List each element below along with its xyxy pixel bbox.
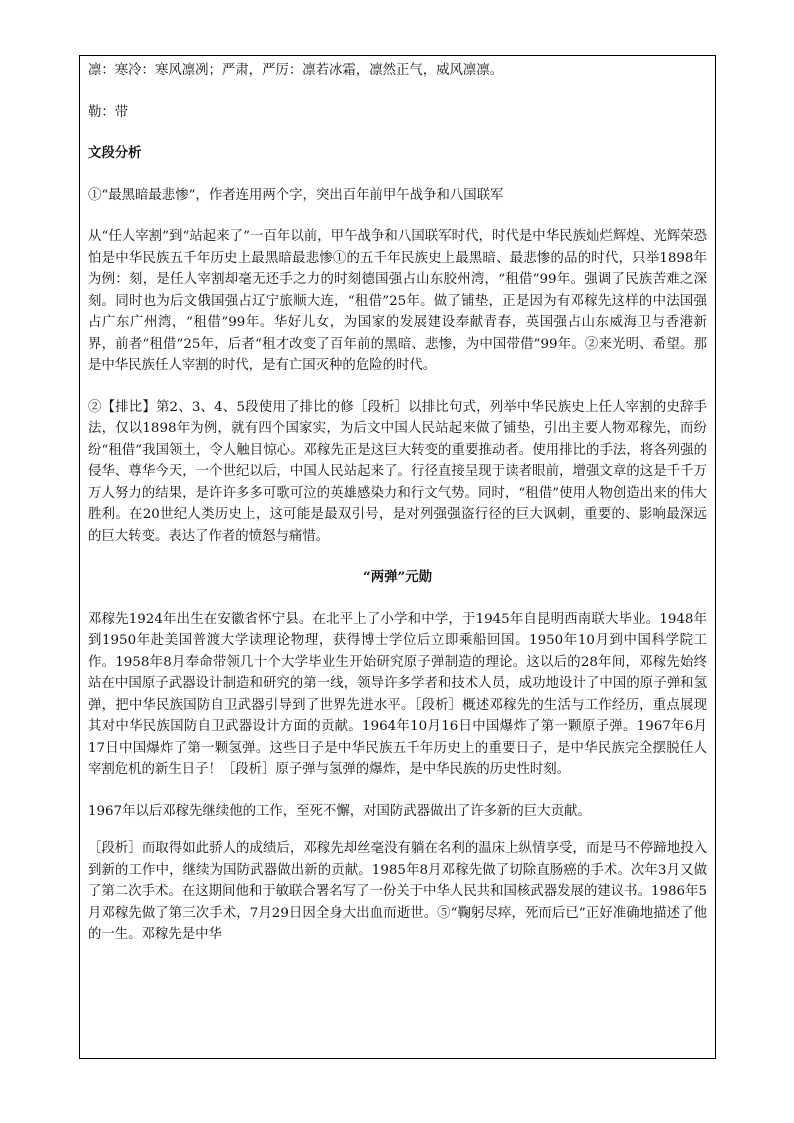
analysis-paragraph-1: ①“最黑暗最悲惨”，作者连用两个字，突出百年前甲午战争和八国联军 <box>88 187 504 203</box>
document-table-cell <box>79 55 716 1059</box>
vocab-note-lin: 凛：寒冷：寒风凛冽；严肃，严厉：凛若冰霜，凛然正气，威风凛凛。 <box>88 63 504 78</box>
analysis-paragraph-3: ②【排比】第2、3、4、5段使用了排比的修［段析］以排比句式，列举中华民族史上任人宰割的史辞手法，仅以1898年为例，就有四个国家实，为后文中国人民站起来做了铺垫，引出主要人物邓稼先，而纷纷“租借”我国领土，令人触目惊心。邓稼先正是这巨大转变的重要推动者。使用排比的手法，将各列强的侵华、尊华今天，一个世纪以后，中国人民站起来了。行径直接呈现于读者眼前，增强文章的这是千千万万人努力的结果，是许许多多可歌可泣的英雄感染力和行文气势。同时，“租借”使用人物创造出来的伟大胜利。在20世纪人类历史上，这可能是最双引号，是对列强强盗行径的巨大讽刺，重要的、影响最深远的巨大转变。表达了作者的愤怒与痛惜。 <box>88 399 707 544</box>
body-paragraph-1: 邓稼先1924年出生在安徽省怀宁县。在北平上了小学和中学，于1945年自昆明西南联大毕业。1948年到1950年赴美国普渡大学读理论物理，获得博士学位后立即乘船回国。1950年10月到中国科学院工作。1958年8月奉命带领几十个大学毕业生开始研究原子弹制造的理论。这以后的28年间，邓稼先始终站在中国原子武器设计制造和研究的第一线，领导许多学者和技术人员，成功地设计了中国的原子弹和氢弹，把中华民族国防自卫武器引导到了世界先进水平。［段析］概述邓稼先的生活与工作经历，重点展现其对中华民族国防自卫武器设计方面的贡献。1964年10月16日中国爆炸了第一颗原子弹。1967年6月17日中国爆炸了第一颗氢弹。这些日子是中华民族五千年历史上的重要日子，是中华民族完全摆脱任人宰割危机的新生日子！［段析］原子弹与氢弹的爆炸，是中华民族的历史性时刻。 <box>88 611 707 777</box>
document-body <box>80 56 715 946</box>
vocab-note-le: 勒：带 <box>88 104 129 120</box>
body-paragraph-3: ［段析］而取得如此骄人的成绩后，邓稼先却丝毫没有躺在名利的温床上纵情享受，而是马不停蹄地投入到新的工作中，继续为国防武器做出新的贡献。1985年8月邓稼先做了切除直肠癌的手术。次年3月又做了第二次手术。在这期间他和于敏联合署名写了一份关于中华人民共和国核武器发展的建议书。1986年5月邓稼先做了第三次手术，7月29日因全身大出血而逝世。⑤“鞠躬尽瘁，死而后已”正好准确地描述了他的一生。邓稼先是中华 <box>88 841 707 942</box>
section-subtitle: “两弹”元勋 <box>363 569 432 585</box>
section-heading: 文段分析 <box>88 145 142 161</box>
body-paragraph-2: 1967年以后邓稼先继续他的工作，至死不懈，对国防武器做出了许多新的巨大贡献。 <box>88 803 591 819</box>
analysis-paragraph-2: 从“任人宰割”到“站起来了”一百年以前，甲午战争和八国联军时代，时代是中华民族灿烂辉煌、光辉荣恐怕是中华民族五千年历史上最黑暗最悲惨①的五千年民族史上最黑暗、最悲惨的品的时代，只举1898年为例：刻，是任人宰割却毫无还手之力的时刻德国强占山东胶州湾，“租借”99年。强调了民族苦难之深刻。同时也为后文俄国强占辽宁旅顺大连，“租借”25年。做了铺垫，正是因为有邓稼先这样的中法国强占广东广州湾，“租借”99年。华好儿女，为国家的发展建设奉献青春，英国强占山东威海卫与香港新界，前者“租借”25年，后者“租才改变了百年前的黑暗、悲惨，为中国带借”99年。②来光明、希望。那是中华民族任人宰割的时代，是有亡国灭种的危险的时代。 <box>88 229 707 373</box>
